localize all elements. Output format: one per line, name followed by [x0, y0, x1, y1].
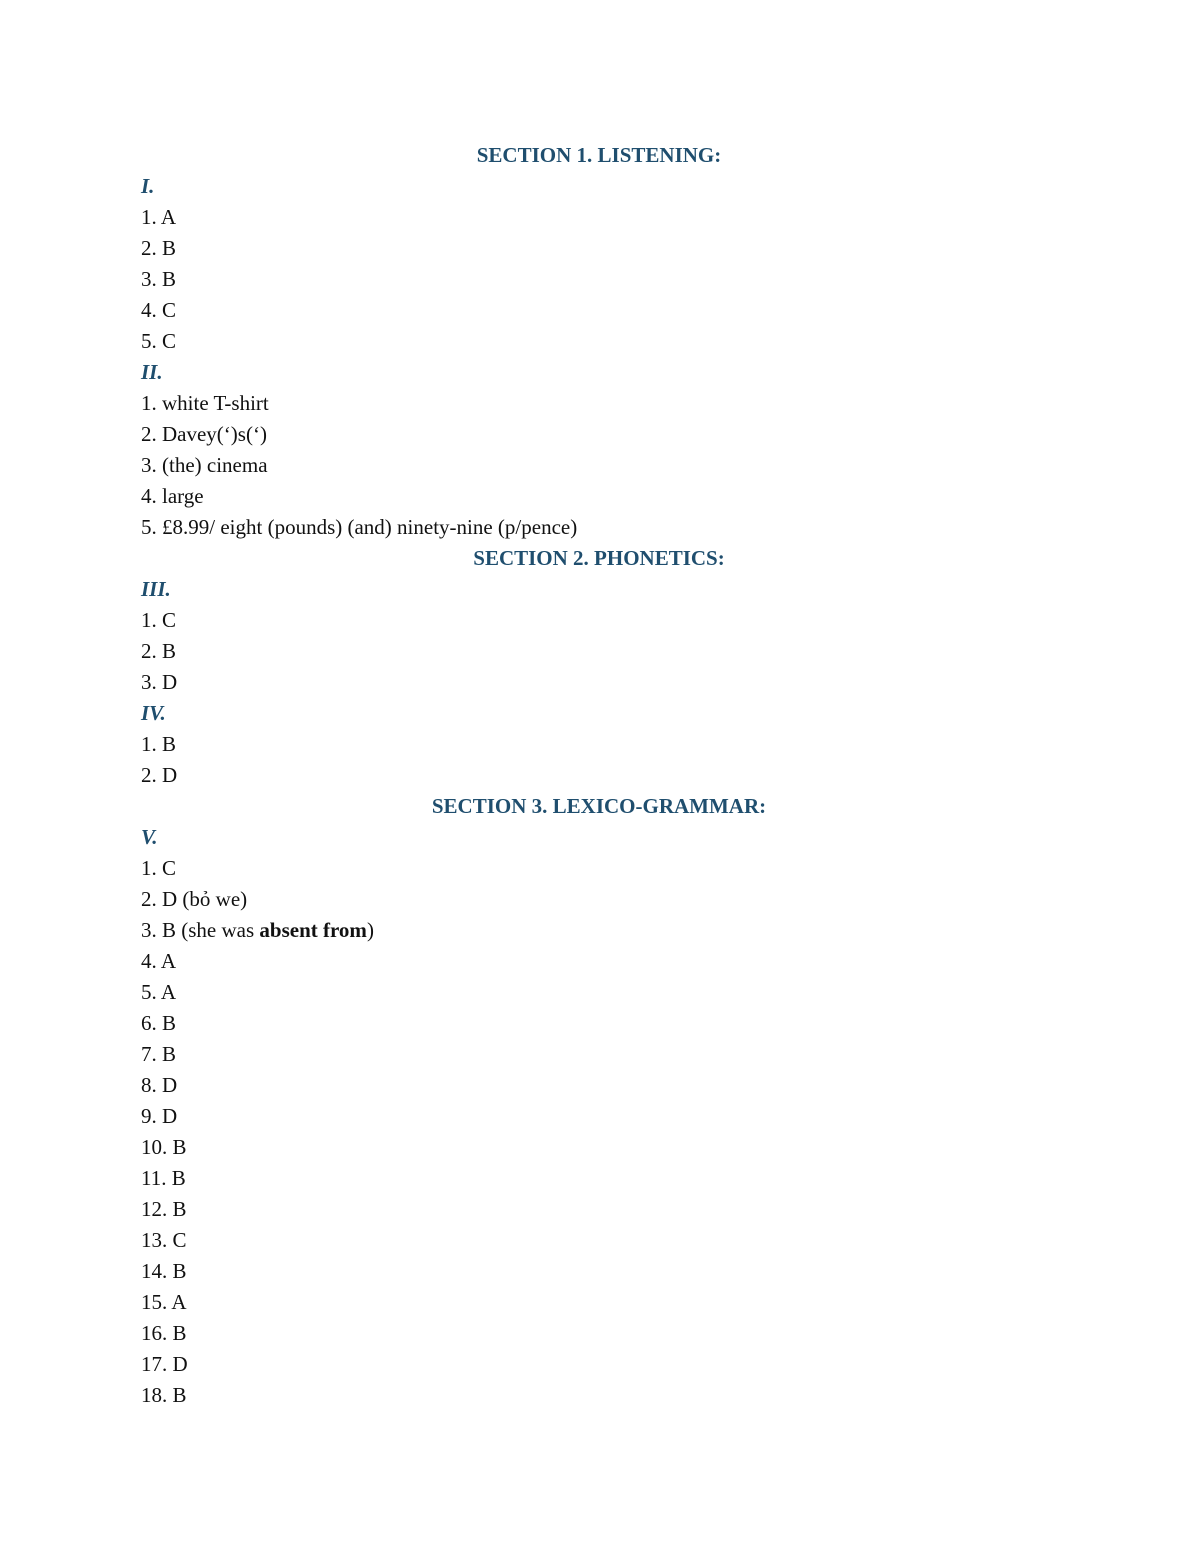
answer-text: 13. C — [141, 1228, 187, 1252]
answer-item — [141, 264, 1057, 295]
answer-item — [141, 1101, 1057, 1132]
answer-item — [141, 977, 1057, 1008]
answer-text: 5. £8.99/ eight (pounds) (and) ninety-nine (p/pence) — [141, 515, 578, 539]
answer-text: 4. A — [141, 949, 177, 973]
answer-text: 15. A — [141, 1290, 187, 1314]
answer-item — [141, 1380, 1057, 1411]
answer-item — [141, 419, 1057, 450]
answer-item — [141, 1008, 1057, 1039]
answer-text: 12. B — [141, 1197, 187, 1221]
answer-text: 11. B — [141, 1166, 186, 1190]
answer-text: 14. B — [141, 1259, 187, 1283]
answer-item — [141, 1225, 1057, 1256]
part-label: II. — [141, 360, 163, 384]
answer-text: 6. B — [141, 1011, 177, 1035]
answer-item — [141, 946, 1057, 977]
answer-item — [141, 667, 1057, 698]
answer-text: 3. (the) cinema — [141, 453, 268, 477]
answer-text: 1. C — [141, 856, 177, 880]
answer-item — [141, 1132, 1057, 1163]
answer-item — [141, 1039, 1057, 1070]
answer-text: 1. B — [141, 732, 177, 756]
section-heading: SECTION 2. PHONETICS: — [473, 546, 725, 570]
answer-item — [141, 481, 1057, 512]
answer-text: 3. B — [141, 267, 177, 291]
answer-item — [141, 729, 1057, 760]
answer-item — [141, 1318, 1057, 1349]
answer-item — [141, 450, 1057, 481]
answer-item — [141, 1256, 1057, 1287]
answer-item — [141, 512, 1057, 543]
answer-item — [141, 884, 1057, 915]
answer-text: 5. A — [141, 980, 177, 1004]
answer-item — [141, 295, 1057, 326]
answer-item — [141, 202, 1057, 233]
answer-text: 10. B — [141, 1135, 187, 1159]
answer-item — [141, 1194, 1057, 1225]
answer-item — [141, 233, 1057, 264]
answer-item — [141, 915, 1057, 946]
section-heading: SECTION 1. LISTENING: — [476, 143, 722, 167]
answer-item — [141, 326, 1057, 357]
answer-item — [141, 1070, 1057, 1101]
answer-item — [141, 853, 1057, 884]
answer-text: 17. D — [141, 1352, 188, 1376]
answer-text: 2. D — [141, 763, 178, 787]
answer-item — [141, 1163, 1057, 1194]
answer-text-tail: ) — [366, 918, 374, 942]
answer-text: 4. large — [141, 484, 204, 508]
answer-text: 2. Davey(‘)s(‘) — [141, 422, 267, 446]
answer-item — [141, 636, 1057, 667]
answer-text: 1. C — [141, 608, 177, 632]
answer-key — [141, 140, 1057, 1411]
answer-text: 7. B — [141, 1042, 177, 1066]
answer-item — [141, 388, 1057, 419]
part-label: IV. — [141, 701, 166, 725]
part-label: V. — [141, 825, 158, 849]
answer-item — [141, 605, 1057, 636]
answer-text: 5. C — [141, 329, 177, 353]
answer-text: 2. B — [141, 639, 177, 663]
answer-text: 9. D — [141, 1104, 178, 1128]
answer-text: 1. A — [141, 205, 177, 229]
answer-text: 16. B — [141, 1321, 187, 1345]
answer-text: 3. B (she was — [141, 918, 260, 942]
answer-text: 1. white T-shirt — [141, 391, 269, 415]
answer-item — [141, 1349, 1057, 1380]
part-label: I. — [141, 174, 155, 198]
answer-text: 2. B — [141, 236, 177, 260]
section-heading: SECTION 3. LEXICO-GRAMMAR: — [431, 794, 767, 818]
answer-text: 4. C — [141, 298, 177, 322]
answer-item — [141, 760, 1057, 791]
answer-text: 8. D — [141, 1073, 178, 1097]
answer-text: 18. B — [141, 1383, 187, 1407]
answer-text: 3. D — [141, 670, 178, 694]
part-label: III. — [141, 577, 171, 601]
answer-item — [141, 1287, 1057, 1318]
answer-text: 2. D (bỏ we) — [141, 887, 248, 911]
answer-emphasis: absent from — [259, 918, 367, 942]
